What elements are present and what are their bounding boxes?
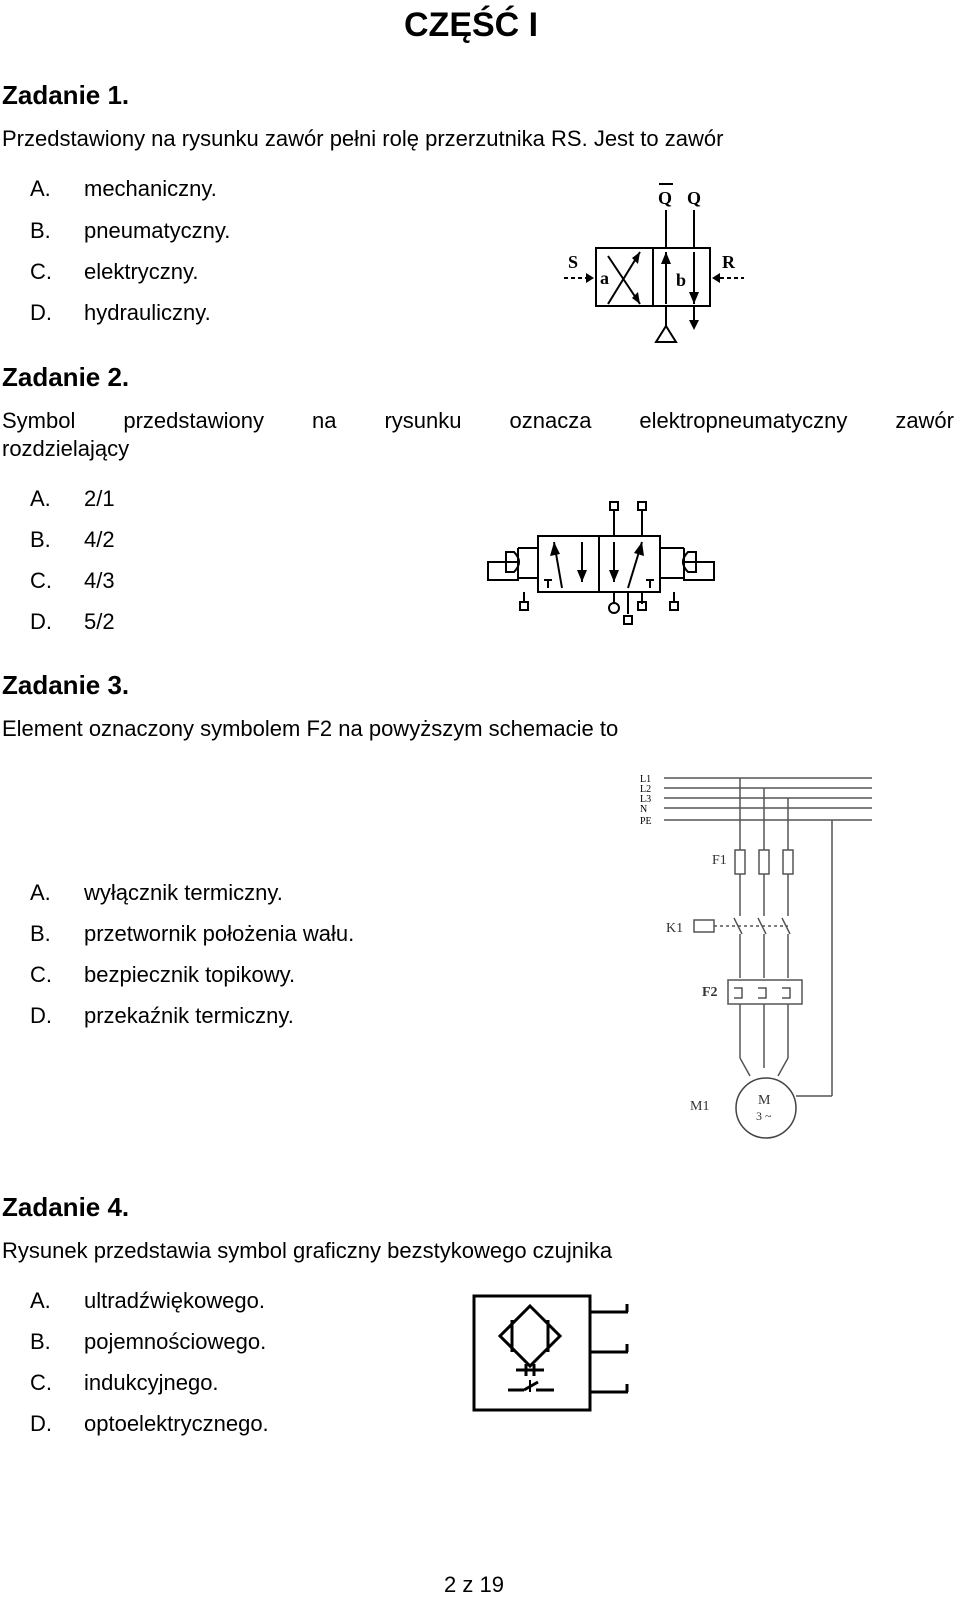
option-letter: B. xyxy=(30,921,51,946)
f1-label: F1 xyxy=(712,853,727,868)
page-title: CZĘŚĆ I xyxy=(404,6,539,44)
l2-label: L2 xyxy=(640,784,652,795)
task-3-heading: Zadanie 3. xyxy=(2,670,130,700)
option-letter: B. xyxy=(30,218,51,243)
task-2-heading: Zadanie 2. xyxy=(2,362,130,392)
task-1-option-b[interactable] xyxy=(30,218,230,244)
motor-label: M xyxy=(758,1093,771,1108)
n-label: N xyxy=(640,804,648,815)
motor-phase-label: 3 ~ xyxy=(756,1109,772,1123)
task-4-heading: Zadanie 4. xyxy=(2,1192,130,1222)
task-3-option-a[interactable] xyxy=(30,880,283,906)
option-letter: C. xyxy=(30,568,52,593)
task-1-option-d[interactable] xyxy=(30,300,211,326)
task-1-option-a[interactable] xyxy=(30,176,217,202)
task-2-option-a[interactable] xyxy=(30,486,115,512)
motor-circuit-schematic xyxy=(636,768,880,1148)
option-letter: D. xyxy=(30,1003,52,1028)
option-letter: A. xyxy=(30,880,51,905)
m1-label: M1 xyxy=(690,1099,710,1114)
option-text: indukcyjnego. xyxy=(84,1370,219,1395)
option-letter: C. xyxy=(30,962,52,987)
option-text: przekaźnik termiczny. xyxy=(84,1003,294,1028)
task-2-option-d[interactable] xyxy=(30,609,115,635)
r-label: R xyxy=(722,252,735,272)
option-letter: D. xyxy=(30,300,52,325)
task-4-option-b[interactable] xyxy=(30,1329,266,1355)
a-label: a xyxy=(600,268,609,288)
q-bar-label: Q xyxy=(658,188,673,208)
task-4-option-c[interactable] xyxy=(30,1370,219,1396)
option-text: ultradźwiękowego. xyxy=(84,1288,265,1313)
option-text: bezpiecznik topikowy. xyxy=(84,962,296,987)
option-letter: C. xyxy=(30,1370,52,1395)
task-2-question-line-2: rozdzielający xyxy=(2,436,130,461)
option-text: 4/2 xyxy=(84,527,115,552)
f2-label: F2 xyxy=(702,985,718,1000)
rs-valve-figure xyxy=(560,180,770,350)
option-letter: D. xyxy=(30,1411,52,1436)
b-label: b xyxy=(676,270,687,290)
option-text: elektryczny. xyxy=(84,259,199,284)
option-text: mechaniczny. xyxy=(84,176,217,201)
option-letter: A. xyxy=(30,176,51,201)
task-4-option-a[interactable] xyxy=(30,1288,265,1314)
option-text: 5/2 xyxy=(84,609,115,634)
task-4-option-d[interactable] xyxy=(30,1411,269,1437)
pe-label: PE xyxy=(640,816,652,827)
page-number: 2 z 19 xyxy=(444,1572,504,1597)
proximity-sensor-symbol-figure xyxy=(470,1292,640,1416)
option-text: pneumatyczny. xyxy=(84,218,231,243)
option-letter: C. xyxy=(30,259,52,284)
task-3-option-c[interactable] xyxy=(30,962,295,988)
option-text: wyłącznik termiczny. xyxy=(84,880,283,905)
task-2-question-line-1: Symbol przedstawiony na rysunku oznacza elektropneumatyczny zawór xyxy=(2,408,954,433)
option-letter: A. xyxy=(30,1288,51,1313)
task-1-heading: Zadanie 1. xyxy=(2,80,130,110)
task-2-option-c[interactable] xyxy=(30,568,115,594)
option-text: optoelektrycznego. xyxy=(84,1411,269,1436)
task-1-question: Przedstawiony na rysunku zawór pełni rolę przerzutnika RS. Jest to zawór xyxy=(2,126,724,151)
q-label: Q xyxy=(687,188,702,208)
option-text: 2/1 xyxy=(84,486,115,511)
task-3-option-b[interactable] xyxy=(30,921,354,947)
l1-label: L1 xyxy=(640,774,652,785)
option-text: przetwornik położenia wału. xyxy=(84,921,355,946)
option-text: pojemnościowego. xyxy=(84,1329,267,1354)
l3-label: L3 xyxy=(640,794,652,805)
k1-label: K1 xyxy=(666,921,684,936)
task-2-option-b[interactable] xyxy=(30,527,115,553)
option-letter: D. xyxy=(30,609,52,634)
task-3-question: Element oznaczony symbolem F2 na powyższym schemacie to xyxy=(2,716,619,741)
electropneumatic-valve-figure xyxy=(478,498,722,632)
option-letter: B. xyxy=(30,527,51,552)
task-3-option-d[interactable] xyxy=(30,1003,294,1029)
option-letter: B. xyxy=(30,1329,51,1354)
task-1-option-c[interactable] xyxy=(30,259,199,285)
option-text: hydrauliczny. xyxy=(84,300,211,325)
s-label: S xyxy=(568,252,579,272)
option-letter: A. xyxy=(30,486,51,511)
option-text: 4/3 xyxy=(84,568,115,593)
task-4-question: Rysunek przedstawia symbol graficzny bezstykowego czujnika xyxy=(2,1238,613,1263)
